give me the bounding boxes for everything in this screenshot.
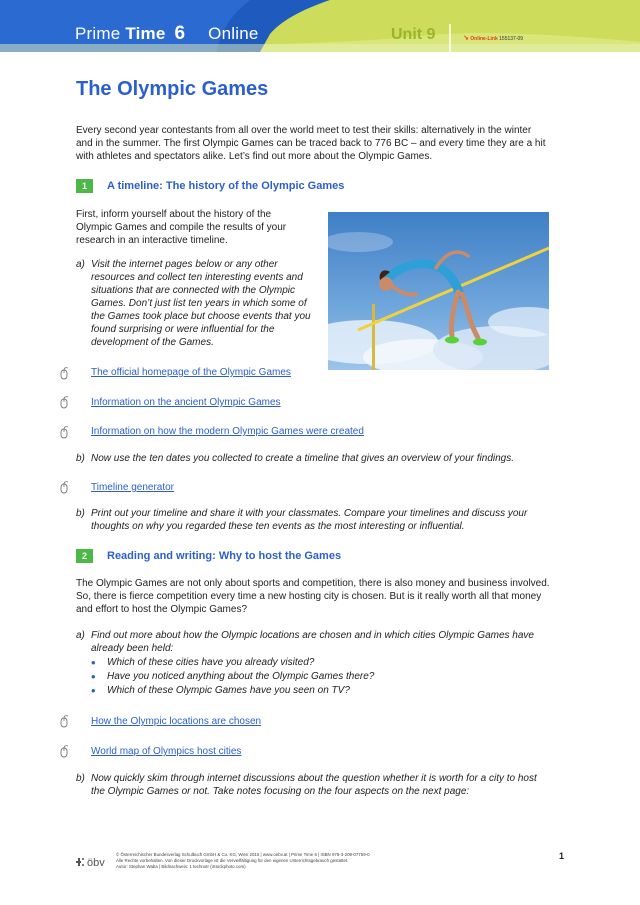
online-link-code: 155137-09: [499, 36, 524, 42]
task-text: [91, 258, 311, 349]
task-2b: [76, 772, 556, 800]
task-label: b): [76, 453, 85, 464]
mouse-click-icon: [58, 425, 70, 439]
list-item: • Have you noticed anything about the Olympic Games there?: [91, 670, 374, 684]
footer-line: Alle Rechte vorbehalten. Von dieser Druckvorlage ist die Vervielfältigung für den eigenen Unterrichtsgebrauch gestattet.: [116, 858, 349, 863]
task-line: resources and collect ten interesting events and: [91, 272, 303, 283]
brand-time: Time: [125, 24, 166, 43]
lead-line: Olympic Games and compile the results of your: [76, 222, 287, 233]
mouse-click-icon: [58, 480, 70, 494]
link-ancient-games[interactable]: Information on the ancient Olympic Games: [91, 397, 281, 408]
link-locations-chosen[interactable]: How the Olympic locations are chosen: [91, 716, 262, 727]
task-text: [91, 507, 527, 533]
brand-online: Online: [208, 24, 259, 43]
footer-line: Autor: Stephan Waba | Bildnachweis: 1 technotr (iStockphoto.com): [116, 864, 246, 869]
link-row: [58, 425, 70, 439]
page-header: [0, 0, 640, 52]
intro-line: Every second year contestants from all over the world meet to test their skills: alternatively in the winter: [76, 125, 532, 136]
section-title: Reading and writing: Why to host the Games: [107, 550, 342, 562]
brand-logo: [75, 23, 259, 45]
task-line: situations that are connected with the Olympic: [91, 285, 295, 296]
page-footer: [76, 852, 556, 882]
task-1b: [76, 452, 556, 466]
link-modern-games[interactable]: Information on how the modern Olympic Games were created: [91, 426, 364, 437]
brand-number: 6: [174, 23, 186, 44]
mouse-click-icon: [58, 395, 70, 409]
section-1-heading: [76, 179, 344, 193]
unit-label: Unit 9: [391, 26, 436, 43]
task-line: the Olympic Games or not. Take notes focusing on the four aspects on the next page:: [91, 786, 470, 797]
task-text: Now use the ten dates you collected to create a timeline that gives an overview of your findings.: [91, 453, 515, 464]
task-1a: [76, 258, 326, 353]
task-line: found surprising or were influential for the: [91, 324, 275, 335]
lead-line: and effort to host the Olympic Games?: [76, 604, 248, 615]
link-row: [58, 744, 70, 758]
lead-line: So, there is fierce competition every time a new hosting city is chosen. But is it really worth all that money: [76, 591, 542, 602]
task-line: already been held:: [91, 643, 174, 654]
task-line: the Games took place but choose events that you: [91, 311, 311, 322]
section-2-heading: [76, 549, 341, 563]
link-row: [58, 714, 70, 728]
arrow-icon: ↘: [463, 35, 469, 42]
task-label: b): [76, 773, 85, 784]
link-row: [58, 480, 70, 494]
lead-line: The Olympic Games are not only about sports and competition, there is also money and business involved.: [76, 578, 550, 589]
section-number: 2: [76, 549, 93, 563]
list-item: • Which of these Olympic Games have you seen on TV?: [91, 684, 374, 698]
high-jump-photo: [328, 212, 549, 370]
footer-text: [116, 852, 370, 870]
task-text: [91, 629, 534, 655]
task-line: Games. Don’t just list ten years in which some of: [91, 298, 307, 309]
task-label: b): [76, 508, 85, 519]
bullet-list: [91, 656, 374, 698]
link-host-cities-map[interactable]: World map of Olympics host cities: [91, 746, 242, 757]
task-label: a): [76, 259, 85, 270]
task-1b-print: [76, 507, 556, 535]
mouse-click-icon: [58, 714, 70, 728]
task-line: development of the Games.: [91, 337, 214, 348]
section-1-lead: [76, 208, 316, 247]
task-2a: [76, 629, 556, 657]
intro-paragraph: [76, 124, 556, 163]
mouse-click-icon: [58, 366, 70, 380]
task-text: [91, 772, 537, 798]
task-line: thoughts on why you regarded these ten events as the most interesting or influential.: [91, 521, 465, 532]
obv-logo: [76, 855, 114, 869]
task-line: Find out more about how the Olympic locations are chosen and in which cities Olympic Games have: [91, 630, 534, 641]
task-line: Print out your timeline and share it with your classmates. Compare your timelines and discuss your: [91, 508, 528, 519]
online-link[interactable]: [463, 34, 523, 42]
mouse-click-icon: [58, 744, 70, 758]
lead-line: First, inform yourself about the history of the: [76, 209, 272, 220]
logo-text: öbv: [87, 857, 105, 869]
brand-prime: Prime: [75, 24, 121, 43]
online-link-label: Online-Link: [470, 36, 498, 42]
section-title: A timeline: The history of the Olympic Games: [107, 180, 345, 192]
page-number: 1: [559, 851, 565, 861]
task-label: a): [76, 630, 85, 641]
link-official-homepage[interactable]: The official homepage of the Olympic Games: [91, 367, 291, 378]
section-number: 1: [76, 179, 93, 193]
task-line: Now quickly skim through internet discussions about the question whether it is worth for a city to host: [91, 773, 537, 784]
section-2-lead: [76, 577, 566, 616]
page-title: The Olympic Games: [76, 78, 269, 100]
link-row: [58, 366, 70, 380]
list-item: • Which of these cities have you already visited?: [91, 656, 374, 670]
link-row: [58, 395, 70, 409]
link-timeline-generator[interactable]: Timeline generator: [91, 482, 175, 493]
footer-line: © Österreichischer Bundesverlag Schulbuch GmbH & Co. KG, Wien 2015 | www.oebv.at | Prime Time 6 | ISBN 978-3-209-07759-0: [116, 852, 370, 857]
intro-line: and in the summer. The first Olympic Games can be traced back to 776 BC – and every time they are a hit: [76, 138, 546, 149]
lead-line: research in an interactive timeline.: [76, 235, 228, 246]
intro-line: with athletes and spectators alike. Let’s find out more about the Olympic Games.: [76, 151, 433, 162]
task-line: Visit the internet pages below or any other: [91, 259, 278, 270]
